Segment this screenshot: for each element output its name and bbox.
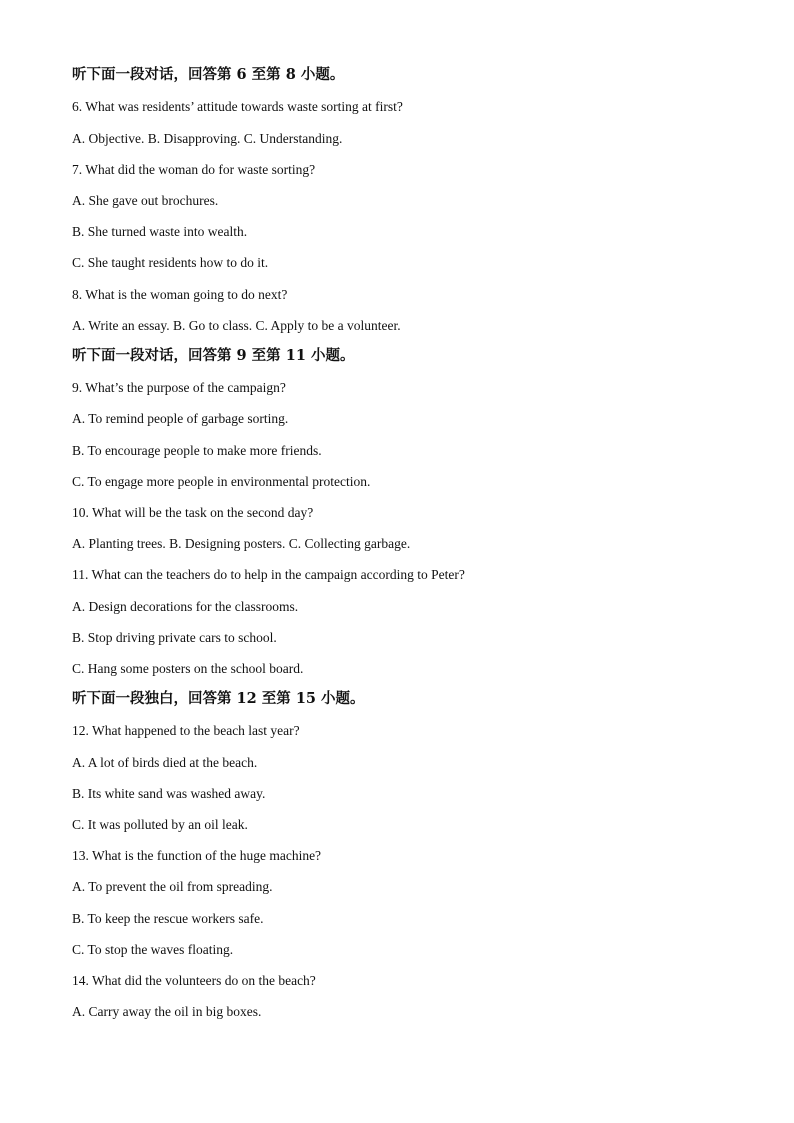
question-stem: 13. What is the function of the huge machine?: [72, 848, 322, 863]
question-stem: 12. What happened to the beach last year?: [72, 723, 300, 738]
question-option: B. She turned waste into wealth.: [72, 224, 248, 239]
question-option: C. It was polluted by an oil leak.: [72, 817, 248, 832]
question-option: A. Design decorations for the classrooms.: [72, 599, 299, 614]
question-options: A. Objective. B. Disapproving. C. Understanding.: [72, 131, 343, 146]
section-heading: 听下面一段对话，回答第 6 至第 8 小题。: [72, 66, 345, 83]
question-option: B. Its white sand was washed away.: [72, 786, 266, 801]
question-option: B. To encourage people to make more friends.: [72, 443, 322, 458]
question-option: C. Hang some posters on the school board.: [72, 661, 304, 676]
question-stem: 6. What was residents’ attitude towards waste sorting at first?: [72, 99, 403, 114]
question-stem: 9. What’s the purpose of the campaign?: [72, 380, 286, 395]
question-option: A. A lot of birds died at the beach.: [72, 755, 258, 770]
question-stem: 7. What did the woman do for waste sorting?: [72, 162, 316, 177]
question-stem: 11. What can the teachers do to help in the campaign according to Peter?: [72, 567, 465, 582]
question-option: A. She gave out brochures.: [72, 193, 219, 208]
question-option: B. Stop driving private cars to school.: [72, 630, 277, 645]
question-stem: 14. What did the volunteers do on the beach?: [72, 973, 316, 988]
question-option: C. To stop the waves floating.: [72, 942, 234, 957]
question-option: C. To engage more people in environmental protection.: [72, 474, 371, 489]
question-options: A. Write an essay. B. Go to class. C. Apply to be a volunteer.: [72, 318, 401, 333]
question-option: A. To prevent the oil from spreading.: [72, 879, 273, 894]
question-option: B. To keep the rescue workers safe.: [72, 911, 264, 926]
section-heading: 听下面一段对话，回答第 9 至第 11 小题。: [72, 347, 355, 364]
question-option: A. To remind people of garbage sorting.: [72, 411, 289, 426]
question-stem: 10. What will be the task on the second day?: [72, 505, 314, 520]
question-stem: 8. What is the woman going to do next?: [72, 287, 288, 302]
section-heading: 听下面一段独白，回答第 12 至第 15 小题。: [72, 690, 365, 707]
question-option: A. Carry away the oil in big boxes.: [72, 1004, 262, 1019]
question-options: A. Planting trees. B. Designing posters. C. Collecting garbage.: [72, 536, 411, 551]
question-option: C. She taught residents how to do it.: [72, 255, 269, 270]
